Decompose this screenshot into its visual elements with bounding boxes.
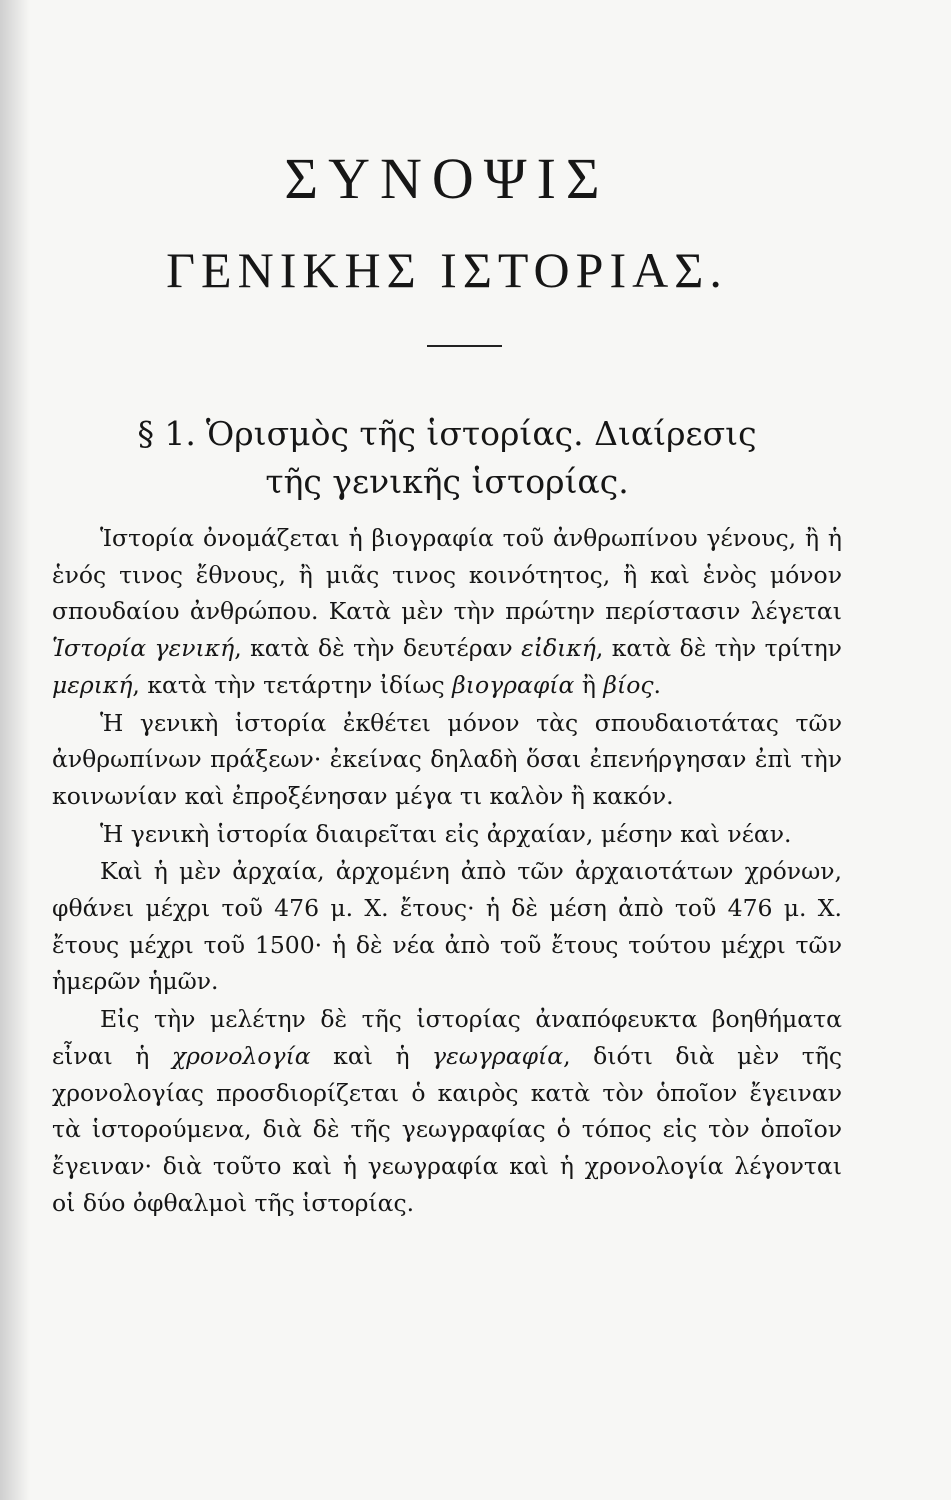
section-title-part1: Ὁρισμὸς τῆς ἱστορίας. Διαίρεσις — [205, 414, 757, 453]
body-text — [52, 520, 842, 1221]
paragraph-general-history: Ἡ γενικὴ ἱστορία ἐκθέτει μόνον τὰς σπουδαιοτάτας τῶν ἀνθρωπίνων πράξεων· ἐκείνας δηλαδὴ ὅσαι ἐπενήργησαν ἐπὶ τὴν κοινωνίαν καὶ ἐπροξένησαν μέγα τι καλὸν ἢ κακόν. — [52, 708, 842, 810]
term-geography: γεωγραφία — [432, 1041, 564, 1070]
paragraph-periods: Καὶ ἡ μὲν ἀρχαία, ἀρχομένη ἀπὸ τῶν ἀρχαιοτάτων χρόνων, φθάνει μέχρι τοῦ 476 μ. Χ. ἔτους· ἡ δὲ μέση ἀπὸ τοῦ 476 μ. Χ. ἔτους μέχρι τοῦ 1500· ἡ δὲ νέα ἀπὸ τοῦ ἔτους τούτου μέχρι τῶν ἡμερῶν ἡμῶν. — [52, 857, 842, 996]
text-run: ἢ — [574, 670, 604, 699]
text-run: Εἰς τὴν μελέτην δὲ τῆς ἱστορίας ἀναπόφευκτα βοηθήματα εἶναι ἡ — [52, 1005, 842, 1070]
title-divider — [427, 345, 502, 347]
text-run: , κατὰ δὲ τὴν τρίτην — [595, 634, 842, 663]
term-general-history: Ἱστορία γενική — [52, 634, 235, 663]
text-run: . — [653, 670, 662, 699]
page-gutter-shadow — [0, 0, 30, 1500]
paragraph-definition — [52, 520, 842, 704]
section-number: § 1. — [137, 414, 196, 453]
term-biography: βιογραφία — [452, 670, 575, 699]
text-run: , κατὰ τὴν τετάρτην ἰδίως — [132, 670, 453, 699]
text-run: καὶ ἡ — [310, 1041, 433, 1070]
section-heading-line1 — [52, 410, 842, 458]
paragraph-aids — [52, 1001, 842, 1221]
text-run: , διότι διὰ μὲν τῆς χρονολογίας προσδιορίζεται ὁ καιρὸς κατὰ τὸν ὁποῖον ἔγειναν τὰ ἱστορούμενα, διὰ δὲ τῆς γεωγραφίας ὁ τόπος εἰς τὸν ὁποῖον ἔγειναν· διὰ τοῦτο καὶ ἡ γεωγραφία καὶ ἡ χρονολογία λέγονται οἱ δύο ὀφθαλμοὶ τῆς ἱστορίας. — [52, 1041, 843, 1217]
section-title-part2: τῆς γενικῆς ἱστορίας. — [265, 462, 629, 501]
page-title: ΣΥΝΟΨΙΣ — [284, 146, 610, 211]
text-run: Ἱστορία ὀνομάζεται ἡ βιογραφία τοῦ ἀνθρωπίνου γένους, ἢ ἡ ἑνός τινος ἔθνους, ἢ μιᾶς τινος κοινότητος, ἢ καὶ ἑνὸς μόνον σπουδαίου ἀνθρώπου. Κατὰ μὲν τὴν πρώτην περίστασιν λέγεται — [52, 524, 842, 626]
term-partial: μερική — [52, 670, 133, 699]
term-special: εἰδική — [521, 634, 596, 663]
text-run: , κατὰ δὲ τὴν δευτέραν — [234, 634, 522, 663]
section-heading — [52, 410, 842, 506]
paragraph-division: Ἡ γενικὴ ἱστορία διαιρεῖται εἰς ἀρχαίαν, μέσην καὶ νέαν. — [100, 819, 792, 848]
term-life: βίος — [603, 670, 654, 699]
page-subtitle: ΓΕΝΙΚΗΣ ΙΣΤΟΡΙΑΣ. — [166, 242, 728, 298]
term-chronology: χρονολογία — [171, 1041, 311, 1070]
